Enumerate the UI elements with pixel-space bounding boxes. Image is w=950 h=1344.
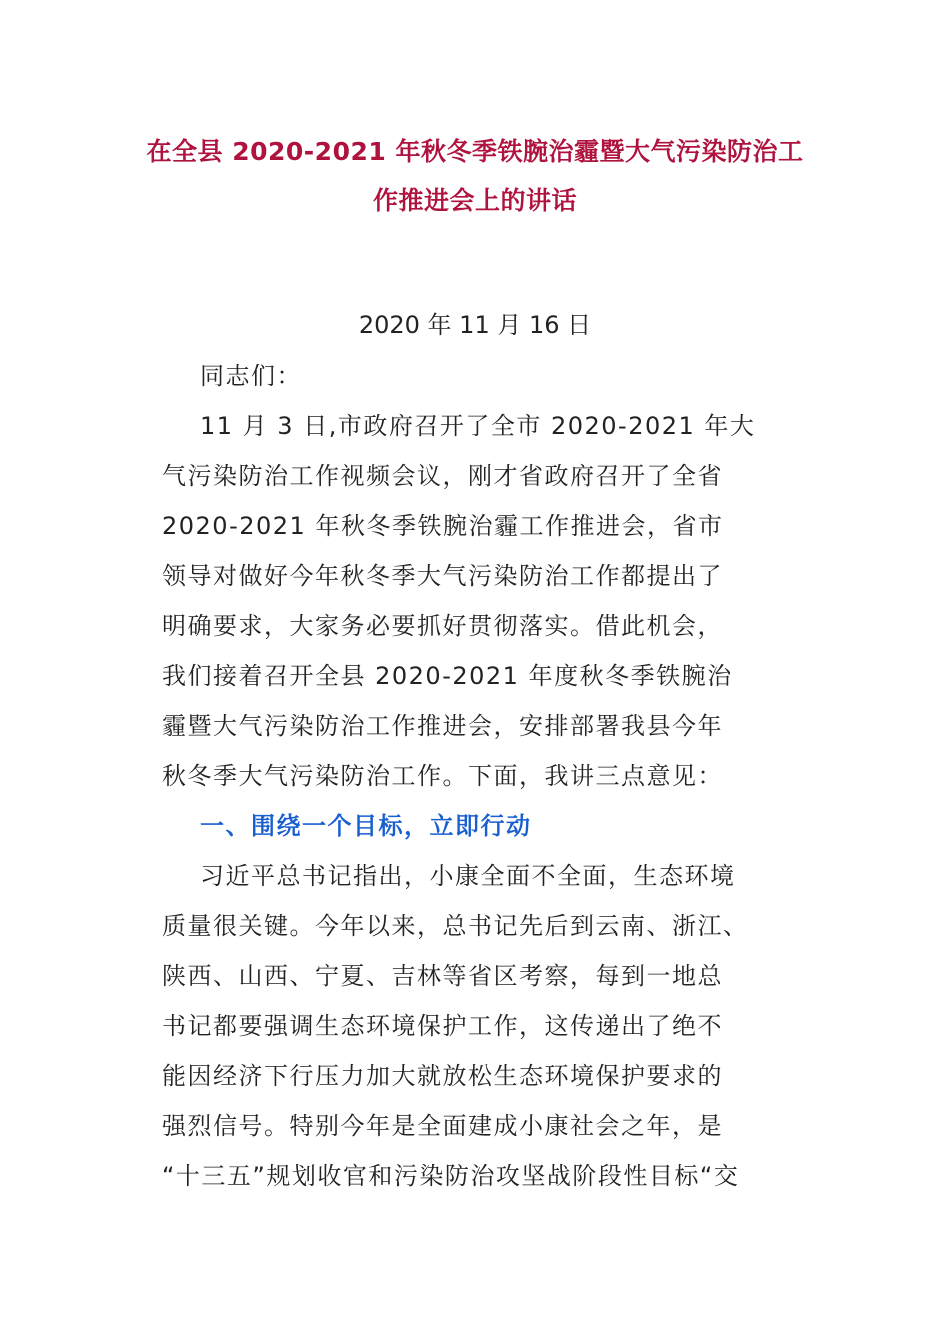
document-title-line-2: 作推进会上的讲话 [372, 186, 577, 215]
paragraph-1-line: 霾暨大气污染防治工作推进会，安排部署我县今年 [162, 712, 723, 740]
section-heading: 一、围绕一个目标，立即行动 [200, 812, 532, 840]
paragraph-2-line: 习近平总书记指出，小康全面不全面，生态环境 [200, 862, 736, 890]
document-title-line-1: 在全县 2020-2021 年秋冬季铁腕治霾暨大气污染防治工 [146, 137, 804, 166]
paragraph-2-line: 陕西、山西、宁夏、吉林等省区考察，每到一地总 [162, 962, 723, 990]
paragraph-2-line: “十三五”规划收官和污染防治攻坚战阶段性目标“交 [162, 1162, 740, 1190]
paragraph-2-line: 能因经济下行压力加大就放松生态环境保护要求的 [162, 1062, 723, 1090]
paragraph-1-line: 明确要求，大家务必要抓好贯彻落实。借此机会， [162, 612, 723, 640]
paragraph-2-line: 强烈信号。特别今年是全面建成小康社会之年，是 [162, 1112, 723, 1140]
paragraph-1-line: 气污染防治工作视频会议，刚才省政府召开了全省 [162, 462, 723, 490]
paragraph-1-line: 11 月 3 日,市政府召开了全市 2020-2021 年大 [200, 412, 756, 440]
paragraph-1-line: 秋冬季大气污染防治工作。下面，我讲三点意见： [162, 762, 723, 790]
paragraph-2-line: 质量很关键。今年以来，总书记先后到云南、浙江、 [162, 912, 749, 940]
salutation: 同志们： [200, 362, 302, 390]
paragraph-1-line: 领导对做好今年秋冬季大气污染防治工作都提出了 [162, 562, 723, 590]
paragraph-1-line: 2020-2021 年秋冬季铁腕治霾工作推进会，省市 [162, 512, 724, 540]
paragraph-2-line: 书记都要强调生态环境保护工作，这传递出了绝不 [162, 1012, 723, 1040]
speech-date: 2020 年 11 月 16 日 [358, 311, 592, 339]
paragraph-1-line: 我们接着召开全县 2020-2021 年度秋冬季铁腕治 [162, 662, 733, 690]
